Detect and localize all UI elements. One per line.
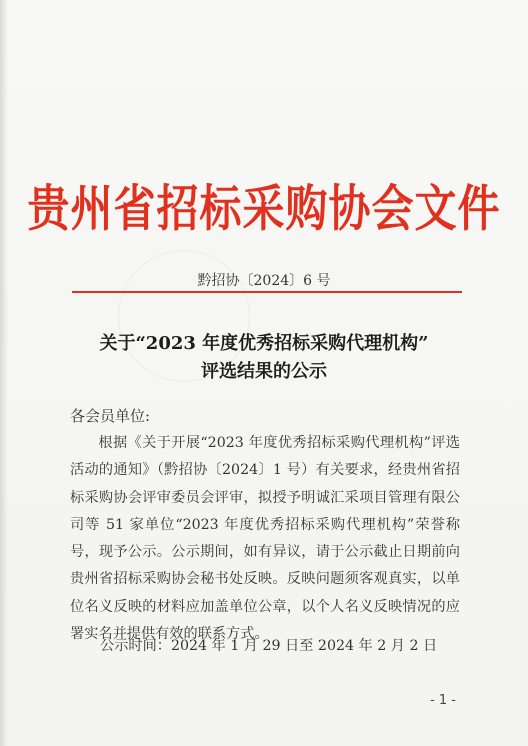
page-number: - 1 - [430,693,456,708]
notice-period: 公示时间：2024 年 1 月 29 日至 2024 年 2 月 2 日 [100,638,438,654]
title-line-2: 评选结果的公示 [201,361,327,382]
title-line-1: 关于“2023 年度优秀招标采购代理机构” [99,333,429,354]
salutation: 各会员单位: [70,407,151,425]
document-number: 黔招协〔2024〕6 号 [197,273,331,289]
org-header-title: 贵州省招标采购协会文件 [27,179,501,238]
document-title [0,330,528,386]
red-divider-line [72,291,462,293]
body-paragraph: 根据《关于开展“2023 年度优秀招标采购代理机构”评选活动的通知》（黔招协〔2024〕1 号）有关要求，经贵州省招标采购协会评审委员会评审，拟授予明诚汇采项目管理有限公司等 51 家单位“2023 年度优秀招标采购代理机构”荣誉称号，现予公示。公示期间，如有异议，请于公示截止日期前向贵州省招标采购协会秘书处反映。反映问题须客观真实，以单位名义反映的材料应加盖单位公章，以个人名义反映情况的应署实名并提供有效的联系方式。 [70,435,460,643]
body-text [70,430,460,648]
